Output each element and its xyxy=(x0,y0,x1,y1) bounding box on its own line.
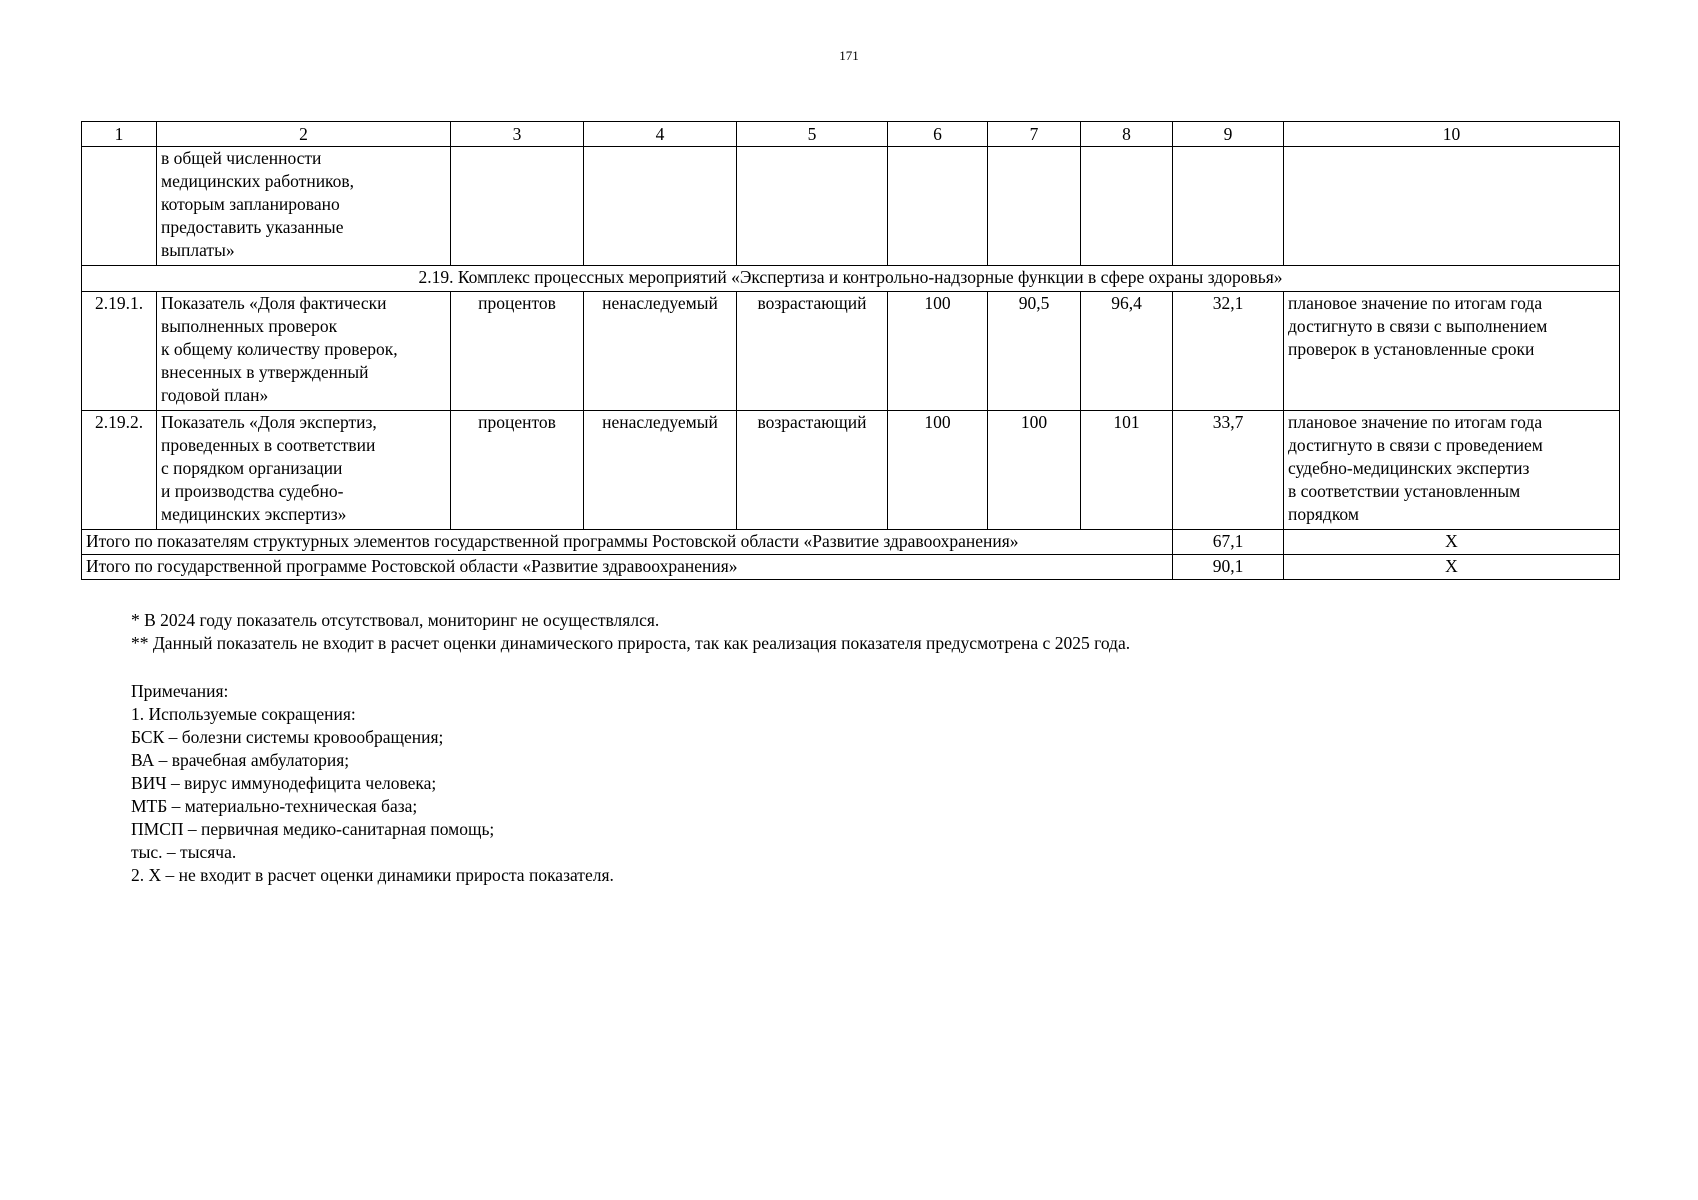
footnotes xyxy=(131,609,1130,655)
direction-cell: возрастающий xyxy=(737,292,888,411)
section-row xyxy=(82,266,1620,292)
note-cell: плановое значение по итогам года достигнуто в связи с проведением судебно-медицинских экспертиз в соответствии установленным порядком xyxy=(1284,411,1620,530)
footnote: * В 2024 году показатель отсутствовал, мониторинг не осуществлялся. xyxy=(131,610,660,630)
column-header: 4 xyxy=(584,122,737,147)
column-header: 5 xyxy=(737,122,888,147)
page-number: 171 xyxy=(839,48,859,63)
indicator-name-cell: Показатель «Доля фактически выполненных проверок к общему количеству проверок, внесенных в утвержденный годовой план» xyxy=(157,292,451,411)
row-number: 2.19.2. xyxy=(82,411,157,530)
notes xyxy=(131,680,614,887)
value-cell: 100 xyxy=(988,411,1081,530)
total-label: Итого по государственной программе Ростовской области «Развитие здравоохранения» xyxy=(82,555,1173,580)
notes-heading: Примечания: xyxy=(131,681,229,701)
note-line: 1. Используемые сокращения: xyxy=(131,704,356,724)
column-header: 3 xyxy=(451,122,584,147)
column-header: 6 xyxy=(888,122,988,147)
value-cell: 32,1 xyxy=(1173,292,1284,411)
note-line: 2. X – не входит в расчет оценки динамики прироста показателя. xyxy=(131,865,614,885)
total-mark: X xyxy=(1284,555,1620,580)
footnote: ** Данный показатель не входит в расчет оценки динамического прироста, так как реализация показателя предусмотрена с 2025 года. xyxy=(131,633,1131,653)
table-row xyxy=(82,292,1620,411)
note-line: ВА – врачебная амбулатория; xyxy=(131,750,350,770)
table-row-continuation xyxy=(82,147,1620,266)
note-line: МТБ – материально-техническая база; xyxy=(131,796,418,816)
total-label: Итого по показателям структурных элементов государственной программы Ростовской области «Развитие здравоохранения» xyxy=(82,530,1173,555)
type-cell: ненаследуемый xyxy=(584,292,737,411)
total-mark: X xyxy=(1284,530,1620,555)
note-cell: плановое значение по итогам года достигнуто в связи с выполнением проверок в установленные сроки xyxy=(1284,292,1620,411)
column-header: 8 xyxy=(1081,122,1173,147)
unit-cell: процентов xyxy=(451,411,584,530)
value-cell: 100 xyxy=(888,292,988,411)
note-line: тыс. – тысяча. xyxy=(131,842,237,862)
type-cell: ненаследуемый xyxy=(584,411,737,530)
total-row xyxy=(82,530,1620,555)
value-cell: 96,4 xyxy=(1081,292,1173,411)
table-header-row xyxy=(82,122,1620,147)
value-cell: 33,7 xyxy=(1173,411,1284,530)
value-cell: 101 xyxy=(1081,411,1173,530)
total-value: 90,1 xyxy=(1173,555,1284,580)
section-title: 2.19. Комплекс процессных мероприятий «Экспертиза и контрольно-надзорные функции в сфере охраны здоровья» xyxy=(82,266,1620,292)
indicator-name-cell: Показатель «Доля экспертиз, проведенных в соответствии с порядком организации и производства судебно- медицинских экспертиз» xyxy=(157,411,451,530)
total-row xyxy=(82,555,1620,580)
column-header: 1 xyxy=(82,122,157,147)
total-value: 67,1 xyxy=(1173,530,1284,555)
note-line: ВИЧ – вирус иммунодефицита человека; xyxy=(131,773,437,793)
unit-cell: процентов xyxy=(451,292,584,411)
note-line: ПМСП – первичная медико-санитарная помощь; xyxy=(131,819,495,839)
value-cell: 90,5 xyxy=(988,292,1081,411)
column-header: 2 xyxy=(157,122,451,147)
indicator-name-cell: в общей численности медицинских работников, которым запланировано предоставить указанные выплаты» xyxy=(157,147,451,266)
note-line: БСК – болезни системы кровообращения; xyxy=(131,727,444,747)
row-number: 2.19.1. xyxy=(82,292,157,411)
column-header: 10 xyxy=(1284,122,1620,147)
indicators-table xyxy=(81,121,1620,580)
table-row xyxy=(82,411,1620,530)
column-header: 9 xyxy=(1173,122,1284,147)
direction-cell: возрастающий xyxy=(737,411,888,530)
value-cell: 100 xyxy=(888,411,988,530)
column-header: 7 xyxy=(988,122,1081,147)
